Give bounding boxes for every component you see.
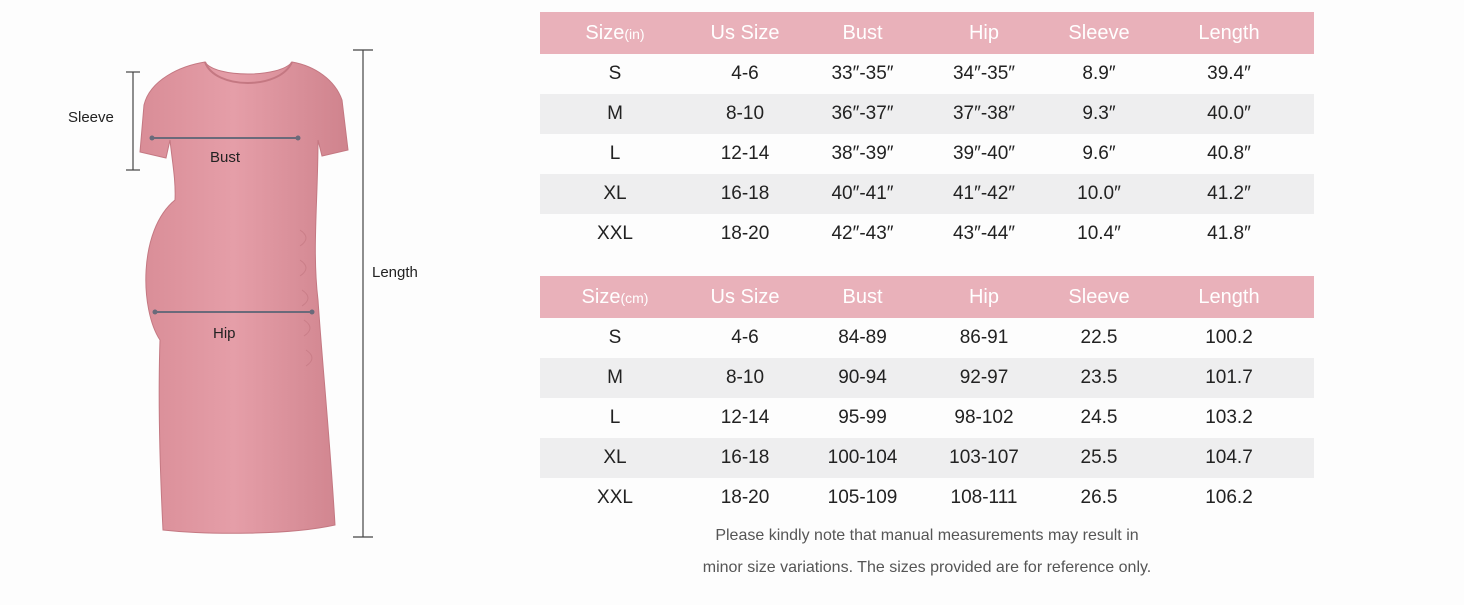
cell: L <box>609 143 621 164</box>
table-row <box>540 398 1314 438</box>
cell: 4-6 <box>731 327 759 348</box>
cell: 4-6 <box>731 63 759 84</box>
cell: 12-14 <box>720 407 770 428</box>
cell: 103.2 <box>1205 407 1253 428</box>
size-table-cm <box>540 276 1314 518</box>
dress-measurement-figure <box>0 0 520 600</box>
cell: 36″-37″ <box>831 103 894 124</box>
table-row <box>540 478 1314 518</box>
table-row <box>540 94 1314 134</box>
table-header <box>540 12 1314 54</box>
length-label: Length <box>372 264 418 281</box>
cell: 16-18 <box>720 183 770 204</box>
table-row <box>540 438 1314 478</box>
header-length: Length <box>1198 285 1260 308</box>
cell: 23.5 <box>1080 367 1118 388</box>
header-sleeve: Sleeve <box>1068 285 1130 308</box>
cell: 10.4″ <box>1077 223 1121 244</box>
table-header <box>540 276 1314 318</box>
cell: 104.7 <box>1205 447 1253 468</box>
cell: 41.8″ <box>1207 223 1251 244</box>
cell: XL <box>603 183 627 204</box>
cell: 42″-43″ <box>831 223 894 244</box>
cell: 33″-35″ <box>831 63 894 84</box>
cell: 8-10 <box>725 367 765 388</box>
cell: 38″-39″ <box>831 143 894 164</box>
cell: XL <box>603 447 627 468</box>
header-sleeve: Sleeve <box>1068 21 1130 44</box>
cell: 108-111 <box>950 487 1018 508</box>
cell: 39″-40″ <box>952 143 1016 164</box>
cell: 98-102 <box>954 407 1014 428</box>
cell: 37″-38″ <box>952 103 1016 124</box>
cell: 95-99 <box>838 407 887 428</box>
measurement-note <box>540 520 1314 584</box>
cell: 9.6″ <box>1082 143 1116 164</box>
cell: XXL <box>597 487 633 508</box>
cell: 10.0″ <box>1077 183 1121 204</box>
cell: 100.2 <box>1205 327 1253 348</box>
cell: 8-10 <box>725 103 765 124</box>
cell: 92-97 <box>959 367 1009 388</box>
cell: 86-91 <box>959 327 1009 348</box>
dress-illustration <box>0 0 520 600</box>
cell: 34″-35″ <box>952 63 1016 84</box>
note-line-2: minor size variations. The sizes provided are for reference only. <box>702 559 1152 576</box>
size-table-inches <box>540 12 1314 254</box>
header-hip: Hip <box>968 21 999 44</box>
cell: 26.5 <box>1080 487 1118 508</box>
cell: 18-20 <box>720 223 770 244</box>
cell: 43″-44″ <box>952 223 1016 244</box>
cell: M <box>607 103 623 124</box>
cell: 41.2″ <box>1207 183 1251 204</box>
cell: L <box>609 407 621 428</box>
cell: 105-109 <box>827 487 898 508</box>
cell: 41″-42″ <box>952 183 1016 204</box>
header-length: Length <box>1198 21 1260 44</box>
header-hip: Hip <box>968 285 999 308</box>
length-measure-line <box>353 50 373 537</box>
sleeve-measure-line <box>126 72 140 170</box>
header-bust: Bust <box>842 285 883 308</box>
cell: 40.0″ <box>1207 103 1251 124</box>
hip-label: Hip <box>213 325 236 342</box>
cell: M <box>607 367 623 388</box>
cell: 9.3″ <box>1082 103 1116 124</box>
cell: 103-107 <box>949 447 1019 468</box>
table-row <box>540 358 1314 398</box>
cell: S <box>608 63 622 84</box>
header-us-size: Us Size <box>710 285 780 308</box>
dress-shape <box>140 62 348 533</box>
bust-label: Bust <box>210 149 241 166</box>
cell: 40″-41″ <box>831 183 894 204</box>
cell: XXL <box>597 223 633 244</box>
table-row <box>540 54 1314 94</box>
cell: 100-104 <box>827 447 898 468</box>
cell: 18-20 <box>720 487 770 508</box>
header-bust: Bust <box>842 21 883 44</box>
cell: 90-94 <box>838 367 887 388</box>
note-line-1: Please kindly note that manual measurements may result in <box>715 527 1139 544</box>
table-row <box>540 134 1314 174</box>
cell: 8.9″ <box>1082 63 1116 84</box>
cell: 22.5 <box>1080 327 1118 348</box>
cell: 40.8″ <box>1207 143 1251 164</box>
cell: 12-14 <box>720 143 770 164</box>
cell: 106.2 <box>1205 487 1253 508</box>
table-row <box>540 214 1314 254</box>
cell: 16-18 <box>720 447 770 468</box>
cell: S <box>608 327 622 348</box>
cell: 101.7 <box>1205 367 1253 388</box>
sleeve-label: Sleeve <box>68 109 114 126</box>
table-row <box>540 174 1314 214</box>
cell: 25.5 <box>1080 447 1118 468</box>
header-us-size: Us Size <box>710 21 780 44</box>
header-size: Size(cm) <box>581 285 649 308</box>
cell: 24.5 <box>1080 407 1118 428</box>
header-size: Size(in) <box>585 21 645 44</box>
cell: 39.4″ <box>1207 63 1251 84</box>
table-row <box>540 318 1314 358</box>
cell: 84-89 <box>838 327 887 348</box>
